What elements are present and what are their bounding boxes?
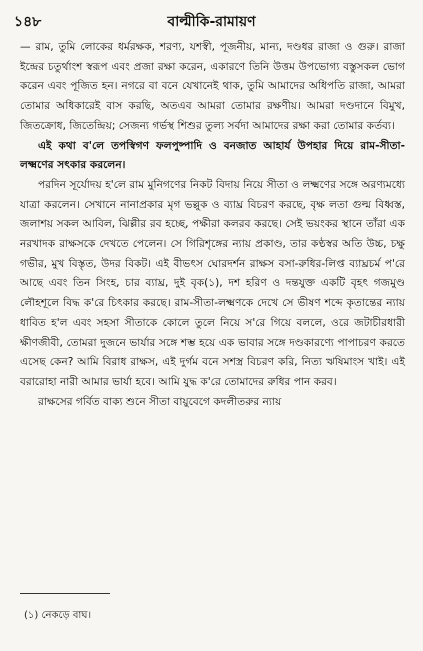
paragraph-continuation: রাক্ষসের গর্বিত বাক্য শুনে সীতা বায়ুবেগে কদলীতরুর ন্যায় bbox=[38, 395, 282, 408]
paragraph-hospitality: এই কথা ব'লে তপস্বিগণ ফলপুষ্পাদি ও বনজাত আহার্য উপহার দিয়ে রাম-সীতা-লক্ষ্মণের সৎকার করলেন। bbox=[20, 139, 405, 172]
paragraph-virodha-encounter: পরদিন সূর্যোদয় হ'লে রাম মুনিগণের নিকট বিদায় নিয়ে সীতা ও লক্ষ্মণের সঙ্গে অরণ্যমধ্যে যাত্রা করলেন। সেখানে নানাপ্রকার মৃগ ভল্লুক ও ব্যাঘ্র বিচরণ করছে, বৃক্ষ লতা গুল্ম বিধ্বস্ত, জলাশয় সকল আবিল, ঝিল্লীর রব হচ্ছে, পক্ষীরা কলরব করছে। সেই ভয়ংকর স্থানে তাঁরা এক নরখাদক রাক্ষসকে দেখতে পেলেন। সে গিরিশৃঙ্গের ন্যায় প্রকাণ্ড, তার কণ্ঠস্বর অতি উচ্চ, চক্ষু গভীর, মুখ বিস্তৃত, উদর বিকট। এই বীভৎস ঘোরদর্শন রাক্ষস বসা-রুধির-লিপ্ত ব্যাঘ্রচর্ম প'রে আছে এবং তিন সিংহ, চার ব্যাঘ্র, দুই বৃক(১), দশ হরিণ ও দন্তযুক্ত একটি বৃহৎ গজমুণ্ড লৌহশূলে বিদ্ধ ক'রে চিৎকার করছে। রাম-সীতা-লক্ষ্মণকে দেখে সে ভীষণ শব্দে কৃতান্তের ন্যায় ধাবিত হ'ল এবং সহসা সীতাকে কোলে তুলে নিয়ে স'রে গিয়ে বললে, ওরে জটাচীরধারী ক্ষীণজীবী, তোমরা দুজনে ভার্যার সঙ্গে শম্ভ হয়ে এক ভাবার সঙ্গে দণ্ডকারণ্যে পাপাচরণ করতে এসেছ কেন? আমি বিরাধ রাক্ষস, এই দুর্গম বনে সশস্ত্র বিচরণ করি, নিত্য ঋষিমাংস খাই। এই বরারোহা নারী আমার ভার্যা হবে। আমি যুদ্ধ ক'রে তোমাদের রুধির পান করব। bbox=[20, 178, 405, 388]
paragraph-hymn-to-rama: — রাম, তুমি লোকের ধর্মরক্ষক, শরণ্য, যশস্বী, পূজনীয়, মান্য, দণ্ডধর রাজা ও গুরু। রাজা ইন্দ্রের চতুর্থাংশ স্বরূপ এবং প্রজা রক্ষা করেন, একারণে তিনি উত্তম উপভোগ্য বস্তুসকল ভোগ করেন এবং পূজিত হন। নগরে বা বনে যেখানেই থাক, তুমি আমাদের অধিপতি রাজা, আমরা তোমার অধিকারেই বাস করছি, অতএব আমরা তোমার রক্ষণীয়। আমরা দণ্ডদানে বিমুখ, জিতক্রোধ, জিতেন্দ্রিয়; সেজন্য গর্ভস্থ শিশুর তুল্য সর্বদা আমাদের রক্ষা করা তোমার কর্তব্য। bbox=[20, 41, 405, 132]
page-body bbox=[20, 38, 405, 412]
running-title: বাল্মীকি-রামায়ণ bbox=[167, 14, 256, 30]
page-header bbox=[0, 0, 423, 34]
footnote: (১) নেকড়ে বাঘ। bbox=[24, 610, 92, 621]
footnote-divider bbox=[20, 593, 110, 594]
page-number: ১৪৮ bbox=[14, 14, 42, 30]
